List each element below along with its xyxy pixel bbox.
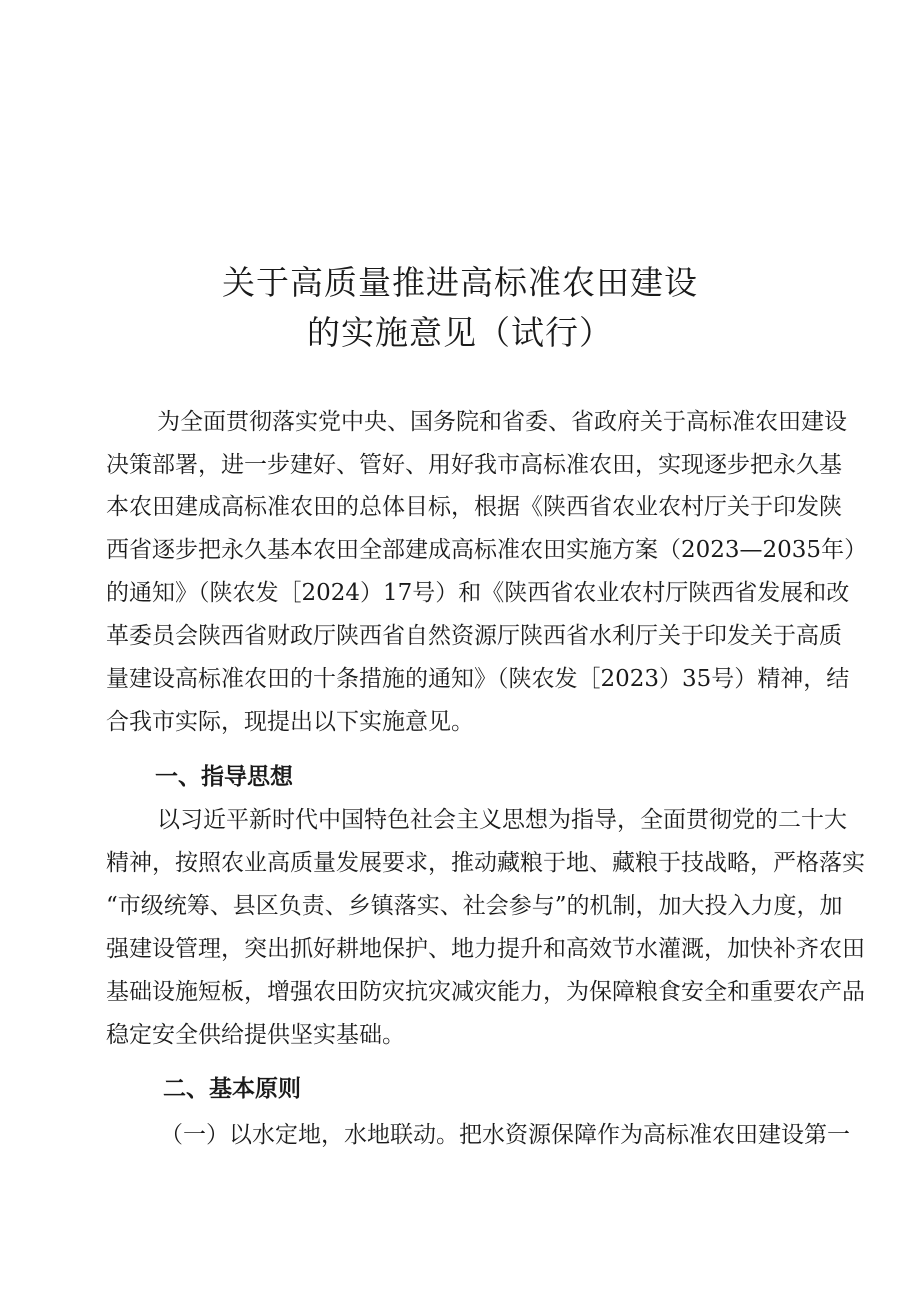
intro-line-1: 为全面贯彻落实党中央、国务院和省委、省政府关于高标准农田建设 (157, 409, 847, 435)
intro-line-4: 西省逐步把永久基本农田全部建成高标准农田实施方案（2023—2035年） (106, 537, 868, 563)
section2-line-1: （一）以水定地，水地联动。把水资源保障作为高标准农田建设第一 (160, 1122, 850, 1148)
section1-line-5: 基础设施短板，增强农田防灾抗灾减灾能力，为保障粮食安全和重要农产品 (106, 979, 865, 1005)
document-title-line-1: 关于高质量推进高标准农田建设 (222, 263, 698, 302)
section-heading-2: 二、基本原则 (163, 1076, 301, 1102)
intro-line-5: 的通知》（陕农发［2024）17号）和《陕西省农业农村厅陕西省发展和改 (106, 580, 850, 606)
intro-line-2: 决策部署，进一步建好、管好、用好我市高标准农田，实现逐步把永久基 (106, 452, 842, 478)
intro-line-6: 革委员会陕西省财政厅陕西省自然资源厅陕西省水利厅关于印发关于高质 (106, 623, 842, 649)
intro-line-8: 合我市实际，现提出以下实施意见。 (106, 709, 474, 735)
section1-line-1: 以习近平新时代中国特色社会主义思想为指导，全面贯彻党的二十大 (157, 807, 847, 833)
section1-line-4: 强建设管理，突出抓好耕地保护、地力提升和高效节水灌溉，加快补齐农田 (106, 936, 865, 962)
section1-line-6: 稳定安全供给提供坚实基础。 (106, 1022, 405, 1048)
section1-line-2: 精神，按照农业高质量发展要求，推动藏粮于地、藏粮于技战略，严格落实 (106, 850, 865, 876)
intro-line-7: 量建设高标准农田的十条措施的通知》（陕农发［2023）35号）精神，结 (106, 666, 850, 692)
section-heading-1: 一、指导思想 (155, 764, 293, 790)
intro-line-3: 本农田建成高标准农田的总体目标，根据《陕西省农业农村厅关于印发陕 (106, 494, 842, 520)
document-title-line-2: 的实施意见（试行） (307, 313, 613, 352)
section1-line-3: “市级统筹、县区负责、乡镇落实、社会参与”的机制，加大投入力度，加 (106, 893, 843, 919)
